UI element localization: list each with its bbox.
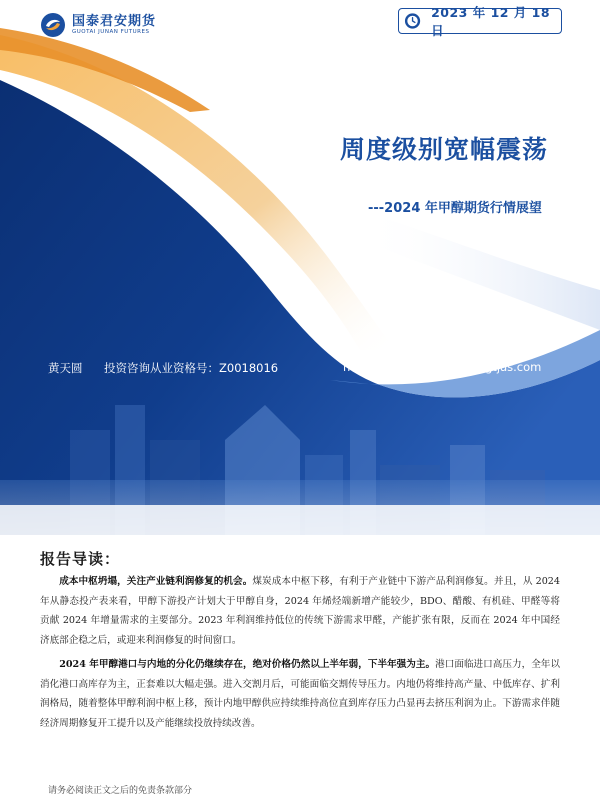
paragraph-2-body: 港口面临进口高压力，全年以消化港口高库存为主，正套难以大幅走强。进入交割月后，可能面临交割传导压力。内地仍将维持高产量、中低库存、扩利润格局，随着整体甲醇利润中枢上移，预计内地甲醇供应持续维持高位直到库存压力凸显再去挤压利润为止。下游需求伴随经济周期修复开工提升以及产能继续投放持续改善。 (40, 659, 561, 729)
author-certificate: 投资咨询从业资格号：Z0018016 (104, 361, 279, 375)
clock-icon (404, 12, 421, 30)
logo-name-en: GUOTAI JUNAN FUTURES (72, 29, 150, 35)
summary-paragraph-1 (40, 572, 560, 650)
footer-disclaimer: 请务必阅读正文之后的免责条款部分 (48, 786, 193, 796)
author-name: 黄天圆 (48, 361, 83, 375)
logo-mark-icon (40, 12, 66, 38)
summary-paragraph-2 (40, 655, 560, 733)
paragraph-1-body: 煤炭成本中枢下移，有利于产业链中下游产品利润修复。并且，从 2024 年从静态投产表来看，甲醇下游投产计划大于甲醇自身，2024 年烯烃端新增产能较少，BDO、醋酸、有机硅、甲醛等将贡献 2024 年增量需求的主要部分。2023 年利润维持低位的传统下游需求甲醛，产能扩张有限，反而在 2024 年中国经济底部企稳之后，或迎来利润修复的时间窗口。 (40, 576, 561, 646)
logo-name-cn: 国泰君安期货 (72, 14, 157, 29)
report-date-box (398, 5, 562, 38)
author-email: huangtianyuan022594@gtjas.com (343, 360, 542, 374)
report-date: 2023 年 12 月 18 日 (431, 5, 551, 38)
paragraph-2-lead: 2024 年甲醇港口与内地的分化仍继续存在，绝对价格仍然以上半年弱，下半年强为主。 (59, 659, 436, 670)
paragraph-1-lead: 成本中枢坍塌，关注产业链利润修复的机会。 (59, 576, 253, 587)
report-title: 周度级别宽幅震荡 (340, 135, 549, 164)
report-subtitle: ---2024 年甲醇期货行情展望 (368, 201, 542, 216)
report-summary-heading: 报告导读： (40, 550, 121, 568)
company-logo (40, 12, 156, 38)
